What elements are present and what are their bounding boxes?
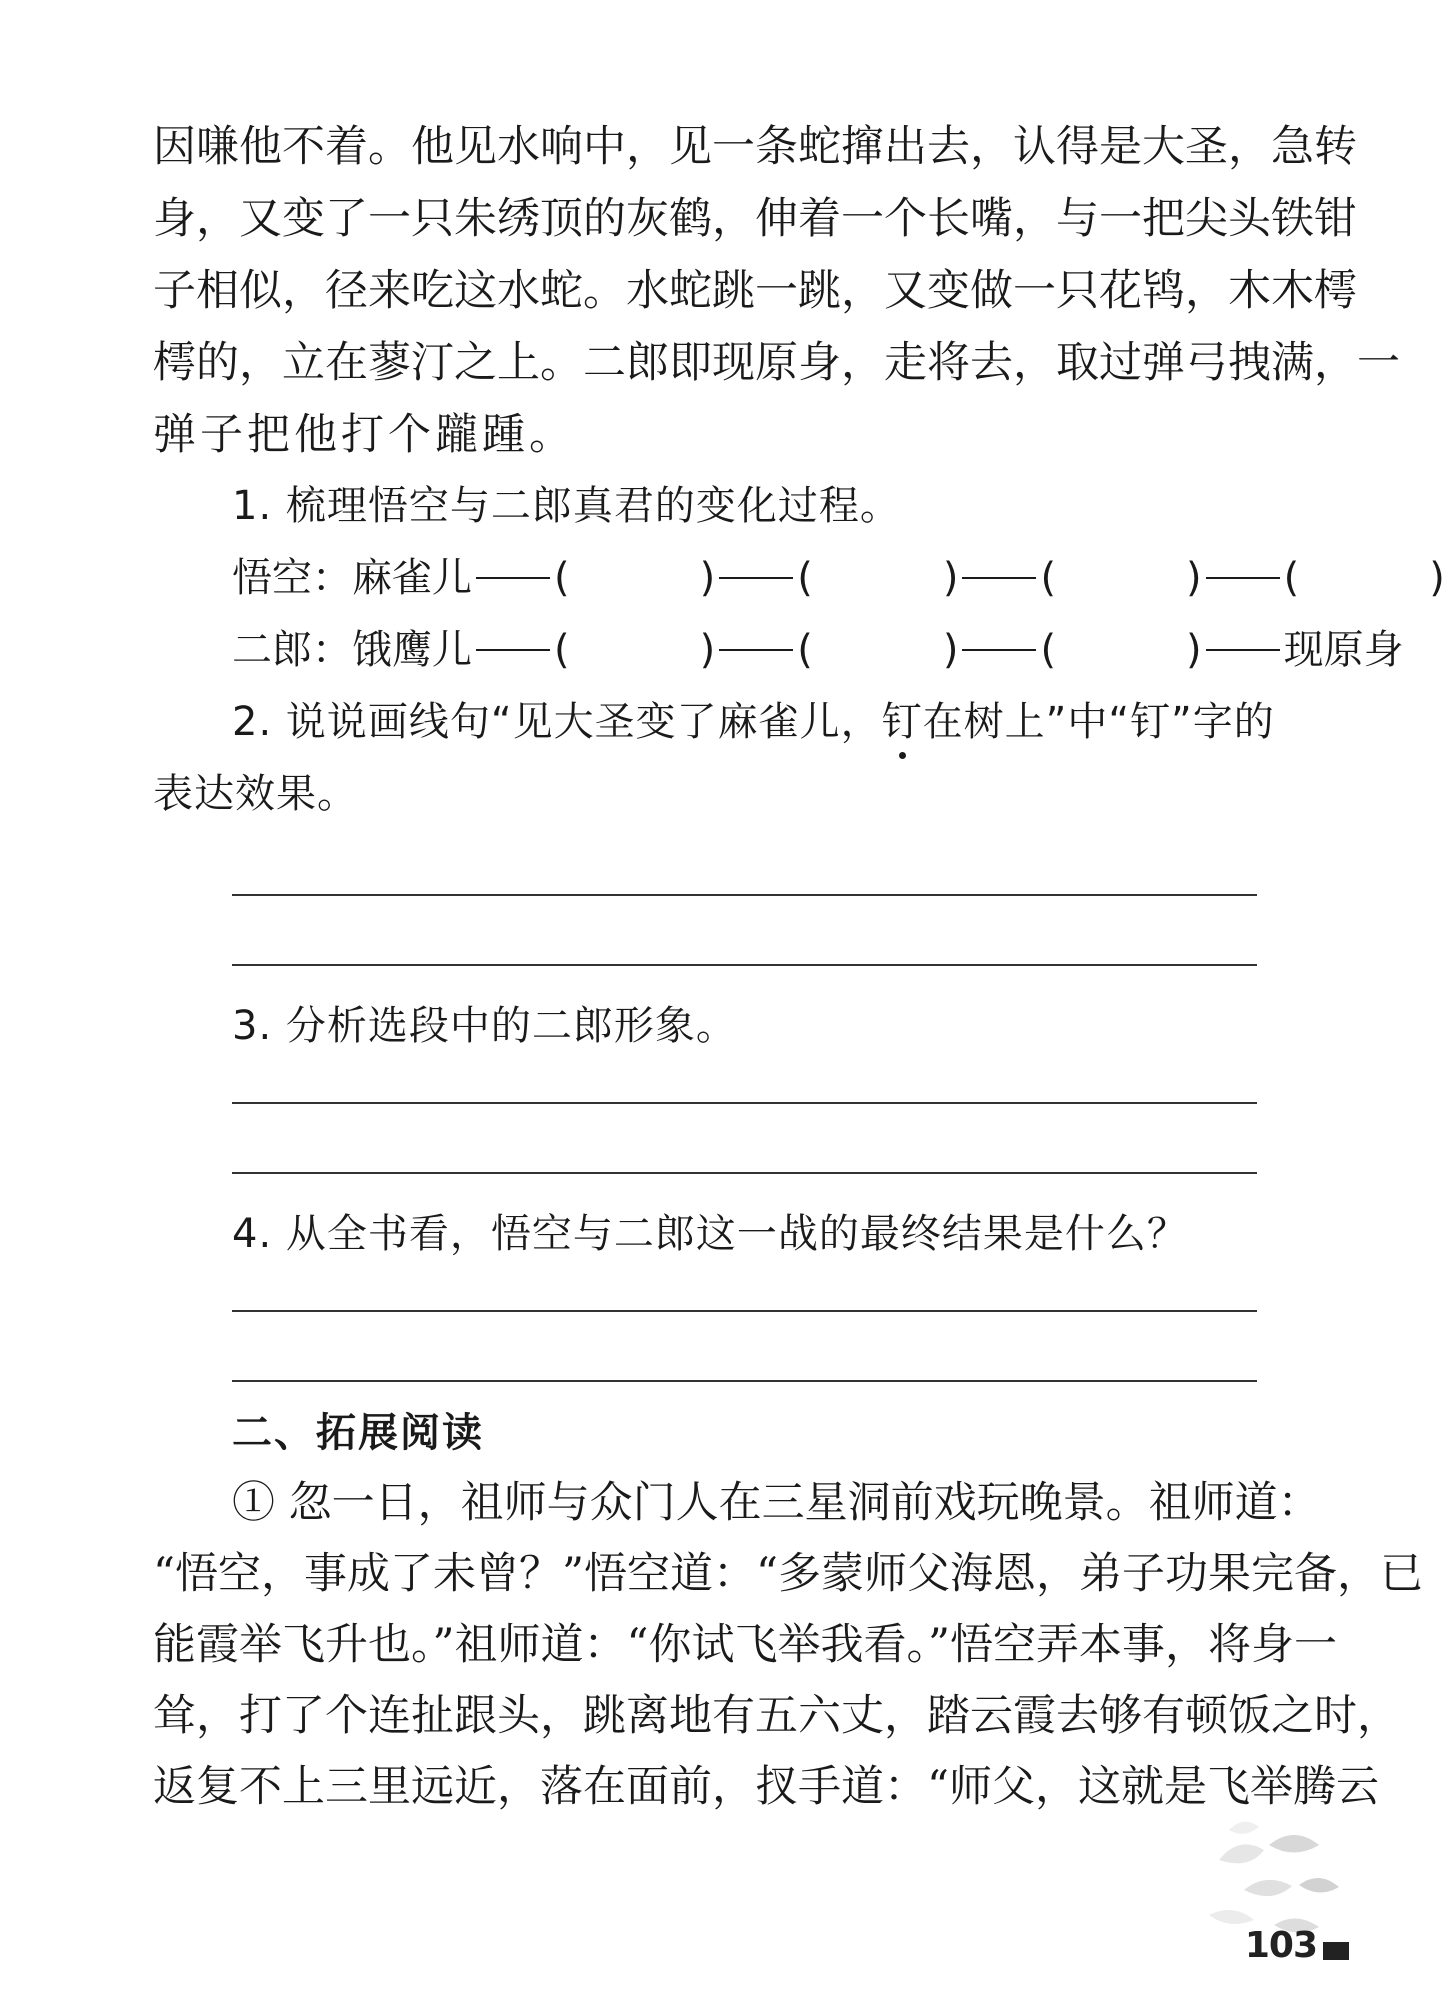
wukong-transformation-chain: 悟空： 麻雀儿 ( ) ( ) ( ) ( ): [232, 555, 1445, 601]
question-4: 4. 从全书看，悟空与二郎这一战的最终结果是什么？: [232, 1211, 1188, 1257]
answer-line[interactable]: [232, 894, 1257, 896]
question-2-cont: 表达效果。: [153, 771, 358, 817]
page-number: 103: [1244, 1925, 1317, 1966]
passage-line: 樗的，立在蓼汀之上。二郎即现原身，走将去，取过弹弓拽满，一: [153, 338, 1400, 388]
passage-line: 弹子把他打个躘踵。: [153, 410, 576, 460]
emphasis-dot-char: 钉: [881, 699, 923, 745]
passage-line: 因嗛他不着。他见水响中，见一条蛇撺出去，认得是大圣，急转: [153, 122, 1357, 172]
extended-line: ① 忽一日，祖师与众门人在三星洞前戏玩晚景。祖师道：: [232, 1478, 1321, 1528]
chain-start: 麻雀儿: [352, 555, 472, 601]
answer-line[interactable]: [232, 1172, 1257, 1174]
erlang-transformation-chain: 二郎： 饿鹰儿 ( ) ( ) ( ) 现原身: [232, 627, 1404, 673]
page-number-bar: [1323, 1942, 1349, 1960]
extended-line: 返复不上三里远近，落在面前，扠手道：“师父，这就是飞举腾云: [153, 1762, 1379, 1812]
answer-line[interactable]: [232, 964, 1257, 966]
answer-line[interactable]: [232, 1380, 1257, 1382]
question-3: 3. 分析选段中的二郎形象。: [232, 1003, 737, 1049]
question-2: 2. 说说画线句“见大圣变了麻雀儿，钉在树上”中“钉”字的: [232, 699, 1275, 745]
extended-line: 耸，打了个连扯跟头，跳离地有五六丈，踏云霞去够有顿饭之时，: [153, 1691, 1400, 1741]
section-title: 二、拓展阅读: [232, 1410, 484, 1456]
question-1: 1. 梳理悟空与二郎真君的变化过程。: [232, 483, 901, 529]
chain-label: 悟空：: [232, 555, 352, 601]
answer-line[interactable]: [232, 1310, 1257, 1312]
chain-label: 二郎：: [232, 627, 352, 673]
extended-line: “悟空，事成了未曾？”悟空道：“多蒙师父海恩，弟子功果完备，已: [153, 1549, 1423, 1599]
passage-line: 身，又变了一只朱绣顶的灰鹤，伸着一个长嘴，与一把尖头铁钳: [153, 194, 1357, 244]
extended-line: 能霞举飞升也。”祖师道：“你试飞举我看。”悟空弄本事，将身一: [153, 1620, 1337, 1670]
answer-line[interactable]: [232, 1102, 1257, 1104]
passage-line: 子相似，径来吃这水蛇。水蛇跳一跳，又变做一只花鸨，木木樗: [153, 266, 1357, 316]
chain-start: 饿鹰儿: [352, 627, 472, 673]
chain-end: 现原身: [1283, 627, 1404, 673]
